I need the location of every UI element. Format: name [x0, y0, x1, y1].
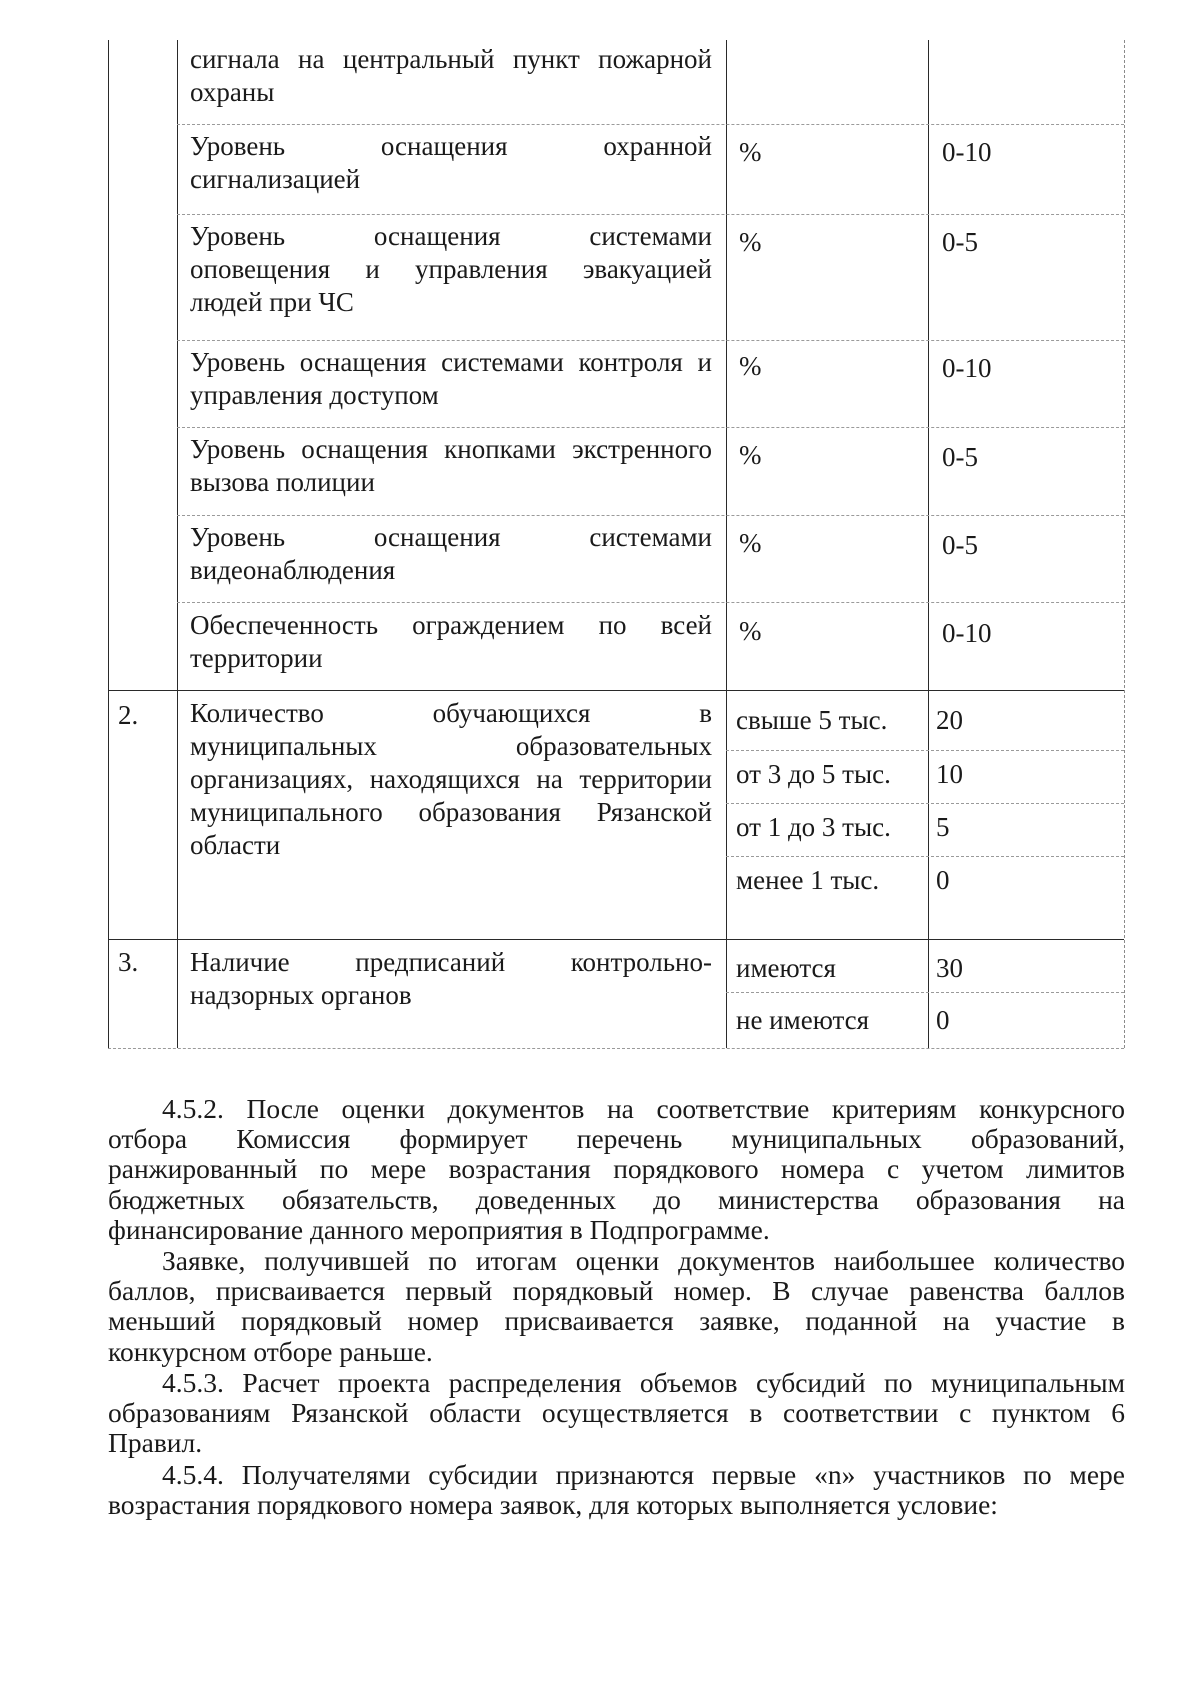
criterion-line: вызова полиции — [190, 467, 375, 497]
criterion-line: сигнала на центральный пункт пожарной — [190, 44, 712, 74]
criterion-line: Уровень оснащения кнопками экстренного — [190, 434, 712, 464]
criterion-line: Уровень оснащения системами контроля и — [190, 347, 712, 377]
paragraph-4-5-2 — [108, 1094, 1125, 1245]
unit-value: % — [739, 616, 762, 646]
criterion-line: людей при ЧС — [190, 287, 354, 317]
row-number: 3. — [118, 947, 139, 977]
criterion-line: территории — [190, 643, 323, 673]
sub-row-separator — [726, 750, 1124, 751]
paragraph-line: меньший порядковый номер присваивается заявке, поданной на участие в — [108, 1305, 1125, 1337]
score-value: 0-5 — [942, 530, 978, 560]
paragraph-4-5-4 — [108, 1460, 1125, 1520]
paragraph-line: Правил. — [108, 1427, 203, 1459]
table-border-criterion — [726, 40, 727, 1048]
unit-value: имеются — [736, 953, 836, 983]
criterion-line: надзорных органов — [190, 980, 412, 1010]
criterion-line: управления доступом — [190, 380, 439, 410]
paragraph-line: образованиям Рязанской области осуществляется в соответствии с пунктом 6 — [108, 1397, 1125, 1429]
paragraph-line: отбора Комиссия формирует перечень муниципальных образований, — [108, 1123, 1125, 1155]
paragraph-line: возрастания порядкового номера заявок, для которых выполняется условие: — [108, 1489, 998, 1521]
sub-row-separator — [726, 803, 1124, 804]
unit-value: % — [739, 227, 762, 257]
criterion-line: Уровень оснащения системами — [190, 522, 712, 552]
unit-value: % — [739, 351, 762, 381]
criterion-line: муниципального образования Рязанской — [190, 797, 712, 827]
row-separator — [177, 124, 1124, 125]
unit-value: от 3 до 5 тыс. — [736, 759, 891, 789]
criterion-line: Наличие предписаний контрольно- — [190, 947, 712, 977]
row-separator — [177, 515, 1124, 516]
criterion-text — [190, 220, 712, 319]
paragraph-line: конкурсном отборе раньше. — [108, 1335, 433, 1367]
row-separator — [177, 427, 1124, 428]
row-separator-main — [108, 939, 1124, 940]
criterion-line: организациях, находящихся на территории — [190, 764, 712, 794]
criterion-text — [190, 946, 712, 1012]
unit-value: менее 1 тыс. — [736, 865, 880, 895]
criterion-line: сигнализацией — [190, 164, 361, 194]
criterion-line: охраны — [190, 77, 275, 107]
criterion-line: муниципальных образовательных — [190, 731, 712, 761]
unit-value: не имеются — [736, 1005, 870, 1035]
criterion-line: Уровень оснащения системами — [190, 221, 712, 251]
row-separator — [177, 214, 1124, 215]
criterion-text — [190, 346, 712, 412]
sub-row-separator — [726, 856, 1124, 857]
row-separator — [177, 602, 1124, 603]
score-value: 0-10 — [942, 137, 992, 167]
score-value: 0-10 — [942, 618, 992, 648]
paragraph-4-5-3 — [108, 1368, 1125, 1459]
score-value: 10 — [936, 759, 963, 789]
unit-value: свыше 5 тыс. — [736, 705, 888, 735]
criterion-line: Количество обучающихся в — [190, 698, 712, 728]
row-separator — [177, 340, 1124, 341]
criterion-text — [190, 433, 712, 499]
criterion-text — [190, 697, 712, 862]
table-border-num — [177, 40, 178, 1048]
criterion-line: области — [190, 830, 281, 860]
score-value: 30 — [936, 953, 963, 983]
criterion-line: Уровень оснащения охранной — [190, 131, 712, 161]
criterion-line: оповещения и управления эвакуацией — [190, 254, 712, 284]
criterion-text — [190, 521, 712, 587]
criterion-line: видеонаблюдения — [190, 555, 396, 585]
score-value: 0-5 — [942, 227, 978, 257]
table-border-bottom — [108, 1048, 1124, 1049]
paragraph-line: ранжированный по мере возрастания порядкового номера с учетом лимитов — [108, 1153, 1125, 1185]
score-value: 20 — [936, 705, 963, 735]
paragraph-line: 4.5.4. Получателями субсидии признаются первые «n» участников по мере — [162, 1459, 1125, 1490]
criterion-text — [190, 43, 712, 109]
score-value: 5 — [936, 812, 950, 842]
sub-row-separator — [726, 992, 1124, 993]
unit-value: от 1 до 3 тыс. — [736, 812, 891, 842]
unit-value: % — [739, 137, 762, 167]
table-border-left — [108, 40, 109, 1048]
unit-value: % — [739, 528, 762, 558]
paragraph-line: 4.5.3. Расчет проекта распределения объемов субсидий по муниципальным — [162, 1367, 1125, 1398]
criterion-line: Обеспеченность ограждением по всей — [190, 610, 712, 640]
criterion-text — [190, 130, 712, 196]
paragraph-line: 4.5.2. После оценки документов на соответствие критериям конкурсного — [162, 1093, 1125, 1124]
row-number: 2. — [118, 700, 139, 730]
unit-value: % — [739, 440, 762, 470]
paragraph-line: Заявке, получившей по итогам оценки документов наибольшее количество — [162, 1245, 1125, 1276]
score-value: 0-10 — [942, 353, 992, 383]
table-border-right — [1124, 40, 1125, 1048]
criterion-text — [190, 609, 712, 675]
paragraph-ranking — [108, 1246, 1125, 1367]
score-value: 0 — [936, 865, 950, 895]
paragraph-line: баллов, присваивается первый порядковый номер. В случае равенства баллов — [108, 1275, 1125, 1307]
row-separator-main — [108, 690, 1124, 691]
paragraph-line: бюджетных обязательств, доведенных до министерства образования на — [108, 1183, 1125, 1215]
paragraph-line: финансирование данного мероприятия в Подпрограмме. — [108, 1213, 770, 1245]
table-border-units — [928, 40, 929, 1048]
score-value: 0-5 — [942, 442, 978, 472]
score-value: 0 — [936, 1005, 950, 1035]
